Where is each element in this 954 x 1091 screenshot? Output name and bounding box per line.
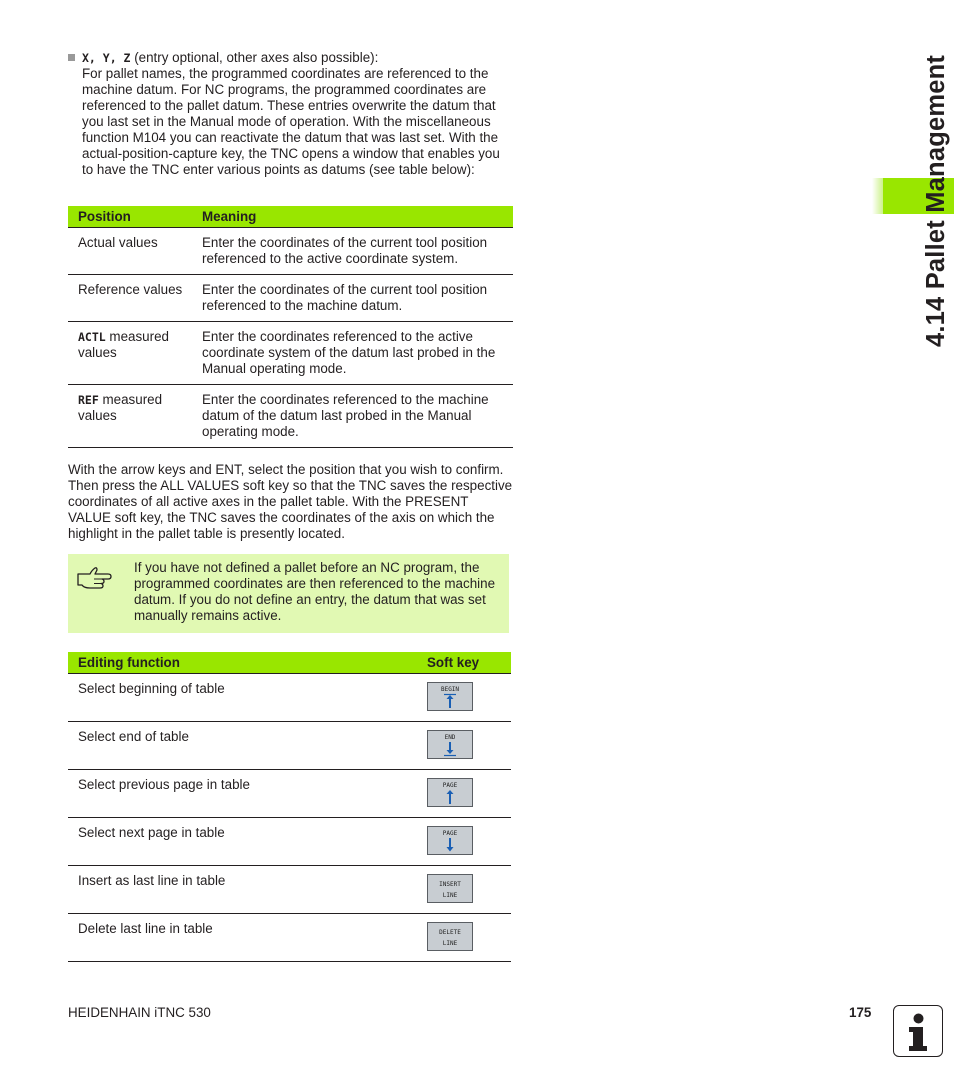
axes-note: (entry optional, other axes also possible): (130, 50, 379, 65)
softkey-label: BEGIN (440, 686, 460, 693)
intro-section (68, 50, 513, 178)
note-box (68, 554, 509, 633)
softkey-label: DELETE (439, 929, 461, 936)
softkey-cell (417, 722, 511, 770)
page-number: 175 (849, 1005, 872, 1020)
arrow-up-icon (428, 779, 472, 806)
bullet-item (68, 50, 513, 66)
table-row (68, 674, 511, 722)
softkey-label: INSERT (439, 881, 461, 888)
softkey-label-line2: LINE (442, 892, 458, 899)
arrow-down-icon (428, 827, 472, 854)
column-header-position: Position (68, 206, 192, 228)
position-label: measured values (78, 329, 169, 360)
column-header-meaning: Meaning (192, 206, 513, 228)
function-cell: Select previous page in table (68, 770, 417, 818)
meaning-cell: Enter the coordinates of the current tool position referenced to the active coordinate system. (192, 228, 513, 275)
function-cell: Select next page in table (68, 818, 417, 866)
softkey-label: END (444, 734, 456, 741)
table-row (68, 322, 513, 385)
meaning-cell: Enter the coordinates of the current tool position referenced to the machine datum. (192, 275, 513, 322)
meaning-cell: Enter the coordinates referenced to the active coordinate system of the datum last probed in the Manual operating mode. (192, 322, 513, 385)
table-row (68, 385, 513, 448)
softkey-label: PAGE (442, 782, 458, 789)
insert-line-softkey[interactable] (427, 874, 473, 903)
table-row (68, 770, 511, 818)
position-keyword: REF (78, 393, 99, 407)
table-row (68, 228, 513, 275)
function-cell: Select beginning of table (68, 674, 417, 722)
position-cell (68, 385, 192, 448)
function-cell: Insert as last line in table (68, 866, 417, 914)
footer-product-name: HEIDENHAIN iTNC 530 (68, 1005, 211, 1020)
table-row (68, 914, 511, 962)
softkey-cell (417, 818, 511, 866)
note-text: If you have not defined a pallet before an NC program, the programmed coordinates are then referenced to the machine datum. If you do not define an entry, the datum that was set manually remains active. (134, 560, 496, 623)
softkey-label-line2: LINE (442, 940, 458, 947)
softkey-cell (417, 914, 511, 962)
page-down-softkey[interactable] (427, 826, 473, 855)
table-header-row (68, 206, 513, 228)
info-glyph-icon (894, 1006, 942, 1056)
position-cell (68, 275, 192, 322)
delete-line-softkey[interactable] (427, 922, 473, 951)
softkey-label: PAGE (442, 830, 458, 837)
editing-function-table (68, 652, 511, 962)
begin-softkey[interactable] (427, 682, 473, 711)
column-header-editing-function: Editing function (68, 652, 417, 674)
position-label: Actual values (78, 235, 158, 250)
table-row (68, 818, 511, 866)
position-keyword: ACTL (78, 330, 106, 344)
bullet-square-icon (68, 54, 75, 61)
arrow-up-icon (428, 683, 472, 710)
column-header-soft-key: Soft key (417, 652, 511, 674)
pointing-hand-icon (76, 564, 112, 592)
table-row (68, 866, 511, 914)
table-header-row (68, 652, 511, 674)
page-up-softkey[interactable] (427, 778, 473, 807)
softkey-cell (417, 866, 511, 914)
position-cell (68, 228, 192, 275)
chapter-title-text: 4.14 Pallet Management (922, 54, 950, 347)
softkey-cell (417, 674, 511, 722)
position-cell (68, 322, 192, 385)
position-label: measured values (78, 392, 163, 423)
function-cell: Select end of table (68, 722, 417, 770)
end-softkey[interactable] (427, 730, 473, 759)
body-paragraph: With the arrow keys and ENT, select the position that you wish to confirm. Then press the ALL VALUES soft key so that the TNC saves the respective coordinates of all active axes in the pallet table. With the PRESENT VALUE soft key, the TNC saves the coordinates of the axis on which the highlight in the pallet table is presently located. (68, 462, 513, 541)
axes-keyword: X, Y, Z (82, 51, 131, 65)
info-icon (893, 1005, 943, 1057)
meaning-cell: Enter the coordinates referenced to the machine datum of the datum last probed in the Manual operating mode. (192, 385, 513, 448)
position-label: Reference values (78, 282, 183, 297)
arrow-down-icon (428, 731, 472, 758)
table-row (68, 275, 513, 322)
function-cell: Delete last line in table (68, 914, 417, 962)
intro-paragraph: For pallet names, the programmed coordinates are referenced to the machine datum. For NC programs, the programmed coordinates are referenced to the pallet datum. These entries overwrite the datum that you last set in the Manual mode of operation. With the miscellaneous function M104 you can reactivate the datum that was last set. With the actual-position-capture key, the TNC opens a window that enables you to have the TNC enter various points as datums (see table below): (82, 66, 500, 177)
position-table (68, 206, 513, 448)
table-row (68, 722, 511, 770)
chapter-side-title (896, 40, 950, 350)
softkey-cell (417, 770, 511, 818)
